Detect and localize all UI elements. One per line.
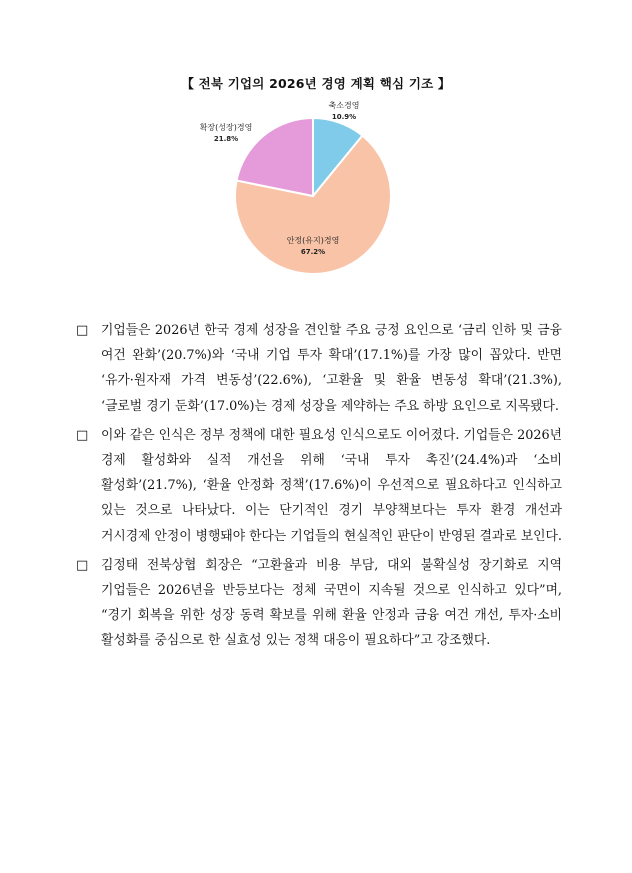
- bullet-icon: □: [76, 427, 89, 443]
- slice-value-label: 67.2%: [300, 248, 326, 256]
- bullet-icon: □: [76, 557, 89, 573]
- paragraph-2-text: 이와 같은 인식은 정부 정책에 대한 필요성 인식으로도 이어졌다. 기업들은 2026년 경제 활성화와 실적 개선을 위해 ‘국내 투자 촉진’(24.4%)과 ‘소비 활성화’(21.7%), ‘환율 안정화 정책’(17.6%)이 우선적으로 필요하다고 인식하고 있는 것으로 나타났다. 이는 단기적인 경기 부양책보다는 투자 환경 개선과 거시경제 안정이 병행돼야 한다는 기업들의 현실적인 판단이 반영된 결과로 보인다.: [101, 427, 562, 544]
- chart-title: 【 전북 기업의 2026년 경영 계획 핵심 기조 】: [181, 76, 451, 91]
- slice-label: 안정(유지)경영: [286, 236, 340, 245]
- slice-value-label: 10.9%: [331, 113, 357, 121]
- paragraph-1: [76, 318, 562, 419]
- bullet-icon: □: [76, 323, 89, 338]
- paragraph-3: [76, 553, 562, 654]
- pie-chart: [180, 92, 480, 292]
- paragraph-3-text: 김정태 전북상협 회장은 “고환율과 비용 부담, 대외 불확실성 장기화로 지역 기업들은 2026년을 반등보다는 정체 국면이 지속될 것으로 인식하고 있다”며, “경기 회복을 위한 성장 동력 확보를 위해 환율 안정과 금융 여건 개선, 투자·소비 활성화를 중심으로 한 실효성 있는 정책 대응이 필요하다”고 강조했다.: [101, 557, 562, 649]
- body-text: [76, 318, 562, 658]
- slice-label: 축소경영: [328, 101, 360, 110]
- slice-value-label: 21.8%: [213, 135, 239, 143]
- slice-label: 확장(성장)경영: [199, 123, 253, 132]
- paragraph-2: [76, 423, 562, 549]
- paragraph-1-text: 기업들은 2026년 한국 경제 성장을 견인할 주요 긍정 요인으로 ‘금리 인하 및 금융 여건 완화’(20.7%)와 ‘국내 기업 투자 확대’(17.1%)를 가장 많이 꼽았다. 반면 ‘유가·원자재 가격 변동성’(22.6%), ‘고환율 및 환율 변동성 확대’(21.3%), ‘글로벌 경기 둔화’(17.0%)는 경제 성장을 제약하는 주요 하방 요인으로 지목됐다.: [101, 323, 562, 414]
